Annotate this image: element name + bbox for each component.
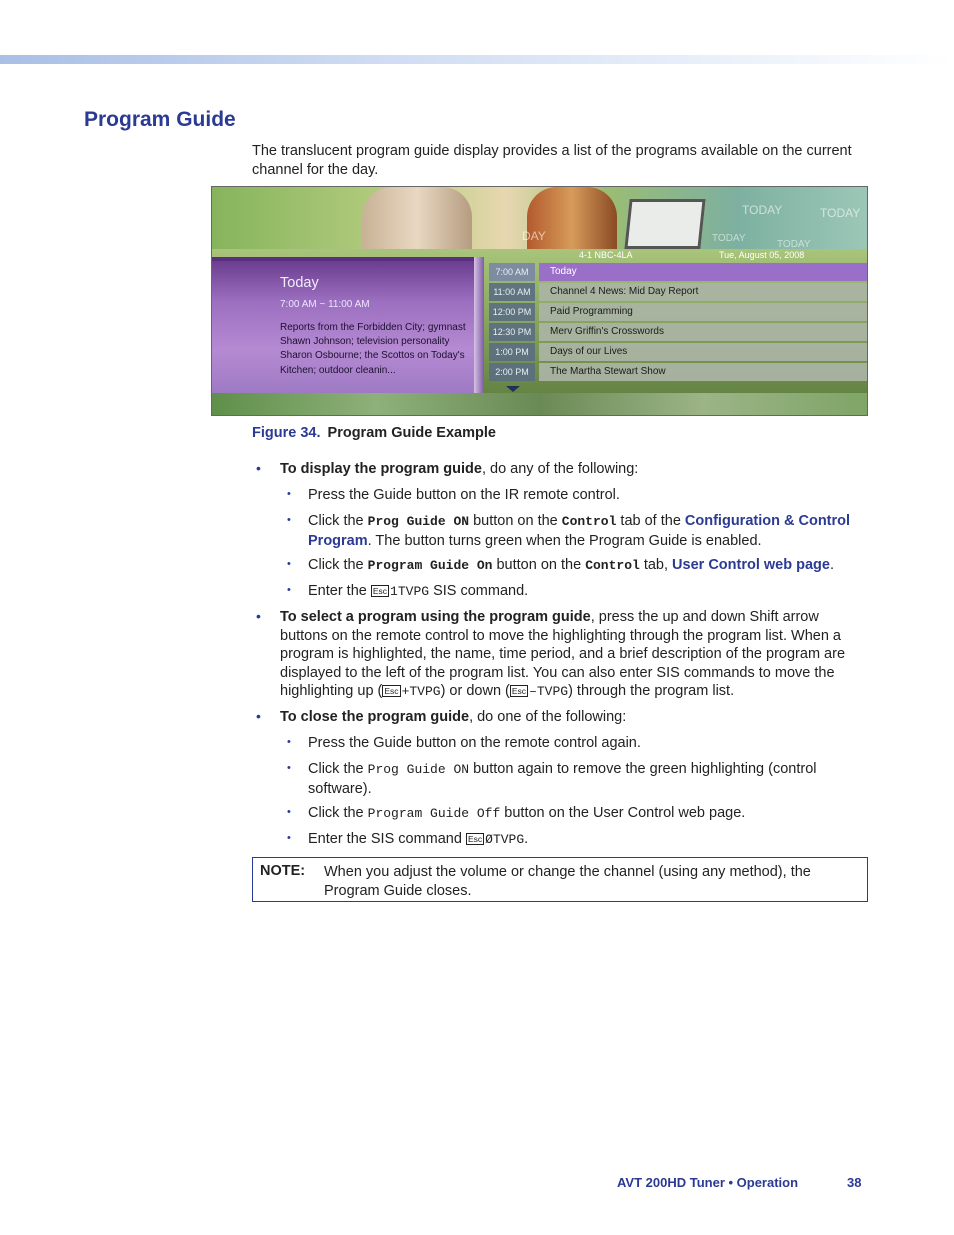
- tv-scene-bottom: [212, 393, 867, 415]
- figure-number: Figure 34.: [252, 425, 321, 441]
- text: tab of the: [616, 513, 685, 529]
- program-row[interactable]: [489, 323, 867, 341]
- esc-key-icon: Esc: [467, 834, 483, 844]
- note-box: [252, 857, 868, 902]
- list-item-lead: To display the program guide: [280, 461, 482, 477]
- scroll-down-arrow-icon[interactable]: [506, 386, 520, 392]
- tv-scene: [212, 187, 867, 249]
- esc-key-icon: Esc: [384, 686, 399, 696]
- text: button on the: [492, 557, 586, 573]
- program-guide-figure: [211, 186, 868, 416]
- program-title: The Martha Stewart Show: [539, 363, 867, 381]
- bullet-icon: •: [256, 608, 261, 624]
- text: ) through the program list.: [568, 683, 735, 699]
- header-gradient-bar: [0, 55, 954, 64]
- sis-command: –TVPG: [529, 684, 569, 699]
- backdrop-word: TODAY: [820, 206, 861, 220]
- list-item: Press the Guide button on the IR remote control.: [308, 487, 620, 503]
- panel-edge: [474, 257, 484, 393]
- bullet-icon: •: [256, 460, 261, 476]
- text: button on the User Control web page.: [500, 805, 746, 821]
- button-name: Program Guide Off: [367, 806, 501, 821]
- text: Enter the: [308, 583, 371, 599]
- tab-name: Control: [561, 514, 617, 529]
- bullet-icon: •: [287, 488, 291, 500]
- program-time: 12:30 PM: [489, 323, 535, 341]
- program-time: 1:00 PM: [489, 343, 535, 361]
- figure-caption-text: Program Guide Example: [327, 425, 496, 441]
- button-name: Program Guide On: [367, 558, 493, 573]
- detail-description: Reports from the Forbidden City; gymnast Shawn Johnson; television personality Sharon Osbourne; the Scottos on Today's Kitchen; outdoor cleanin...: [280, 322, 466, 376]
- backdrop-word: TODAY: [777, 239, 811, 250]
- program-detail-panel: [212, 257, 480, 397]
- laptop-image: [624, 199, 705, 249]
- channel-label: 4-1 NBC-4LA: [579, 250, 633, 260]
- program-time: 12:00 PM: [489, 303, 535, 321]
- text: button again to remove the green highlighting (control software).: [308, 761, 817, 797]
- program-row[interactable]: [489, 343, 867, 361]
- text: .: [829, 557, 834, 573]
- tab-name: Control: [585, 558, 640, 573]
- page-number: 38: [847, 1175, 862, 1190]
- text: Click the: [308, 557, 368, 573]
- list-item-text: , do any of the following:: [481, 461, 639, 477]
- detail-time: 7:00 AM ~ 11:00 AM: [280, 299, 370, 310]
- button-name: Prog Guide ON: [367, 514, 470, 529]
- bullet-icon: •: [287, 558, 291, 570]
- presenter-image: [362, 187, 472, 249]
- bullet-icon: •: [287, 832, 291, 844]
- text: Click the: [308, 761, 368, 777]
- program-row[interactable]: [489, 263, 867, 281]
- backdrop-word: TODAY: [712, 233, 746, 244]
- text: Click the: [308, 513, 368, 529]
- list-item: [308, 512, 863, 550]
- program-title: Days of our Lives: [539, 343, 867, 361]
- program-row[interactable]: [489, 363, 867, 381]
- esc-key-icon: Esc: [511, 686, 527, 696]
- list-item: [308, 582, 863, 602]
- text: SIS command.: [429, 583, 529, 599]
- date-label: Tue, August 05, 2008: [719, 250, 805, 260]
- text: .: [524, 831, 529, 847]
- page-title: Program Guide: [84, 108, 236, 131]
- button-name: Prog Guide ON: [367, 762, 470, 777]
- sis-command: ØTVPG: [485, 832, 525, 847]
- bullet-icon: •: [287, 736, 291, 748]
- list-item: [308, 804, 863, 824]
- guide-header: [489, 249, 867, 263]
- text: tab,: [639, 557, 673, 573]
- program-title: Today: [539, 263, 867, 281]
- sis-command: 1TVPG: [390, 584, 430, 599]
- list-item: [280, 460, 868, 479]
- list-item: [308, 830, 863, 850]
- list-item: [308, 556, 863, 576]
- bullet-icon: •: [287, 514, 291, 526]
- footer-product: AVT 200HD Tuner • Operation: [617, 1175, 799, 1190]
- list-item-text: , do one of the following:: [469, 709, 627, 725]
- detail-title: Today: [280, 275, 319, 291]
- text: ) or down (: [440, 683, 510, 699]
- sis-command: +TVPG: [401, 684, 441, 699]
- program-title: Paid Programming: [539, 303, 867, 321]
- bullet-icon: •: [287, 584, 291, 596]
- note-text: When you adjust the volume or change the channel (using any method), the Program Guide closes.: [324, 864, 811, 899]
- program-title: Merv Griffin's Crosswords: [539, 323, 867, 341]
- text: Enter the SIS command: [308, 831, 466, 847]
- bullet-icon: •: [256, 708, 261, 724]
- esc-key-icon: Esc: [372, 586, 388, 596]
- bullet-icon: •: [287, 806, 291, 818]
- program-time: 11:00 AM: [489, 283, 535, 301]
- text: Click the: [308, 805, 368, 821]
- program-row[interactable]: [489, 283, 867, 301]
- user-control-web-page-link[interactable]: User Control web page: [672, 557, 830, 573]
- program-title: Channel 4 News: Mid Day Report: [539, 283, 867, 301]
- backdrop-word: TODAY: [742, 203, 783, 217]
- intro-paragraph: The translucent program guide display provides a list of the programs available on the current channel for the day.: [252, 143, 852, 178]
- list-item: Press the Guide button on the remote control again.: [308, 735, 641, 751]
- program-list: [489, 249, 867, 393]
- bullet-icon: •: [287, 762, 291, 774]
- text: . The button turns green when the Program Guide is enabled.: [367, 532, 762, 549]
- program-time: 7:00 AM: [489, 263, 535, 281]
- list-item-lead: To select a program using the program guide: [280, 609, 591, 625]
- list-item: [308, 760, 863, 798]
- note-label: NOTE:: [260, 863, 306, 879]
- program-time: 2:00 PM: [489, 363, 535, 381]
- text: button on the: [469, 513, 562, 529]
- list-item-lead: To close the program guide: [280, 709, 470, 725]
- list-item: [280, 608, 868, 702]
- text: , press the up and down Shift arrow buttons on the remote control to move the highlighting through the program list. When a program is highlighted, the name, time period, and a brief description of the program are displayed to the left of the program list. You can also enter SIS commands to move the highlighting up (: [280, 609, 846, 699]
- list-item: [280, 708, 868, 727]
- backdrop-word: DAY: [522, 229, 546, 243]
- config-control-program-link[interactable]: Configuration & Control Program: [308, 513, 851, 549]
- program-row[interactable]: [489, 303, 867, 321]
- figure-caption: [252, 425, 496, 441]
